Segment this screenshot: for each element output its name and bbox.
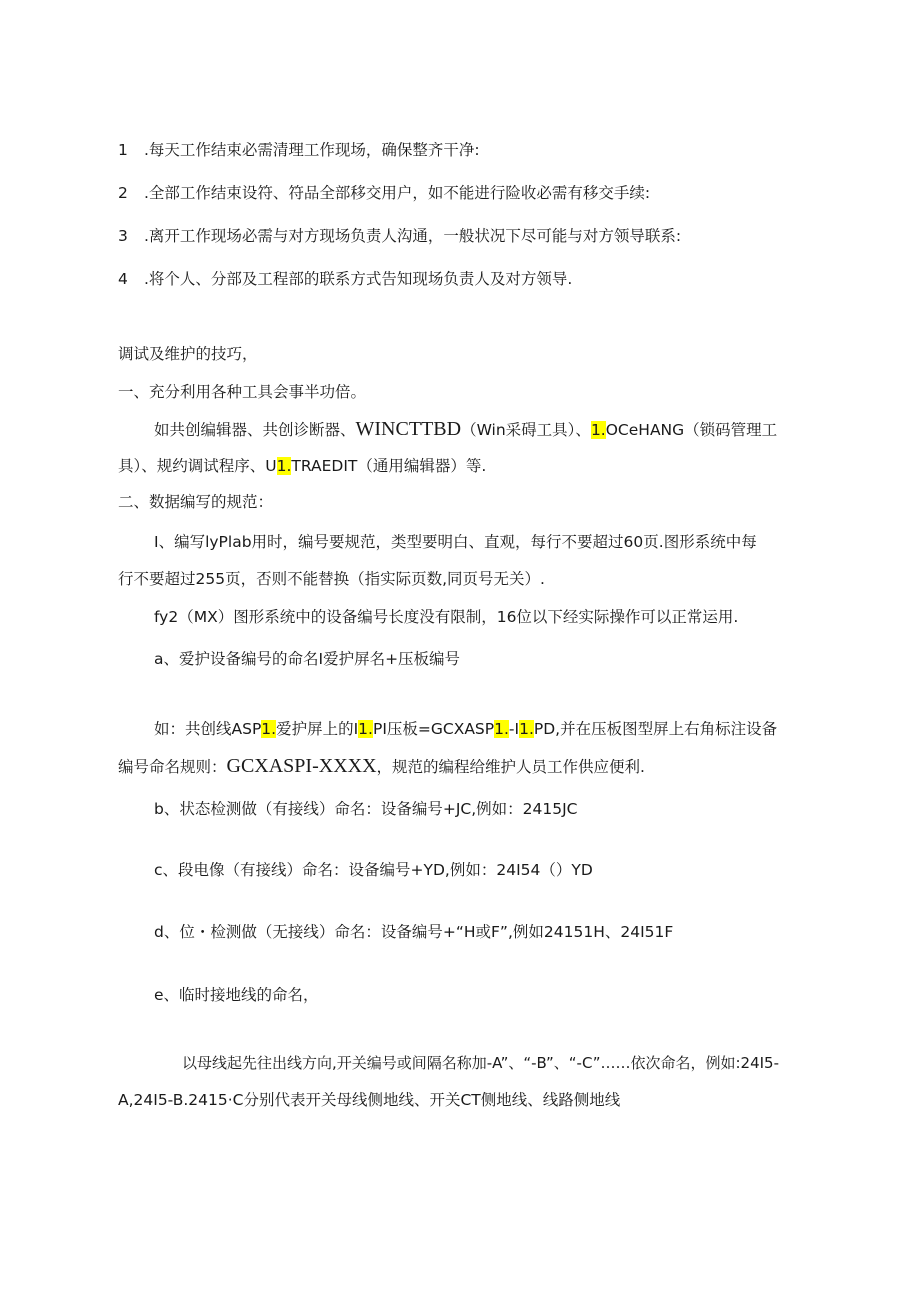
item-c: c、段电像（有接线）命名：设备编号+YD,例如：24I54（）YD [154,861,593,879]
tools-text: OCeHANG（锁码管理工 [605,421,778,439]
rule-paragraph-line2: 行不要超过255页，否则不能替换（指实际页数,同页号无关）. [118,570,545,588]
example-text: ，规范的编程给维护人员工作供应便利. [376,758,645,776]
highlight-mark: 1. [590,421,606,439]
item-d: d、位・检测做（无接线）命名：设备编号+“H或F”,例如24151H、24I51F [154,923,674,941]
rule-text: .全部工作结束设符、符品全部移交用户，如不能进行险收必需有移交手续: [144,184,651,202]
item-e: e、临时接地线的命名， [154,986,319,1004]
section-heading: 调试及维护的技巧， [118,345,258,363]
naming-rule: GCXASPI-XXXX [226,755,377,777]
rule-item-4 [118,268,572,290]
example-line1 [154,718,777,740]
rule-text: .每天工作结束必需清理工作现场，确保整齐干净: [144,141,480,159]
highlight-mark: 1. [276,457,292,475]
rule-item-3 [118,225,681,247]
highlight-mark: 1. [358,720,373,738]
section1-paragraph-line2 [118,455,486,477]
highlight-mark: 1. [519,720,534,738]
section1-title: 一、充分利用各种工具会事半功倍。 [118,383,367,401]
grounding-rule-line1: 以母线起先往出线方向,开关编号或间隔名称加-A”、“-B”、“-C”……依次命名，例如:24I5- [182,1054,780,1072]
section2-title: 二、数据编写的规范： [118,493,274,511]
rule-number: 4 [118,270,128,288]
rule-number: 2 [118,184,128,202]
example-text: PI压板=GCXASP [372,720,495,738]
rule-paragraph-line1: I、编写lyPlab用时，编号要规范，类型要明白、直观，每行不要超过60页.图形系统中每 [154,533,757,551]
rule-text: .离开工作现场必需与对方现场负责人沟通，一般状况下尽可能与对方领导联系: [144,227,682,245]
tools-text: 如共创编辑器、共创诊断器、 [154,421,356,439]
rule-item-1 [118,139,480,161]
rule-item-2 [118,182,650,204]
rule-text: .将个人、分部及工程部的联系方式告知现场负责人及对方领导. [144,270,573,288]
highlight-mark: 1. [261,720,277,738]
example-text: -I [508,720,520,738]
tool-name: WINCTTBD [355,418,462,440]
rule-number: 3 [118,227,128,245]
item-b: b、状态检测做（有接线）命名：设备编号+JC,例如：2415JC [154,800,578,818]
tools-text: 具）、规约调试程序、U [118,457,277,475]
grounding-rule-line2: A,24I5-B.2415·C分别代表开关母线侧地线、开关CT侧地线、线路侧地线 [118,1091,621,1109]
example-text: 爱护屏上的I [276,720,359,738]
example-text: PD,并在压板图型屏上右角标注设备 [533,720,778,738]
item-a: a、爱护设备编号的命名I爱护屏名+压板编号 [154,650,461,668]
tools-text: （Win采碍工具）、 [461,421,591,439]
example-text: 编号命名规则： [118,758,227,776]
example-text: 如：共创线ASP [154,720,262,738]
example-line2 [118,755,645,778]
section1-paragraph-line1 [154,418,777,441]
rule-paragraph-2: fy2（MX）图形系统中的设备编号长度没有限制，16位以下经实际操作可以正常运用. [154,608,739,626]
tools-text: TRAEDIT（通用编辑器）等. [291,457,487,475]
highlight-mark: 1. [494,720,509,738]
rule-number: 1 [118,141,128,159]
